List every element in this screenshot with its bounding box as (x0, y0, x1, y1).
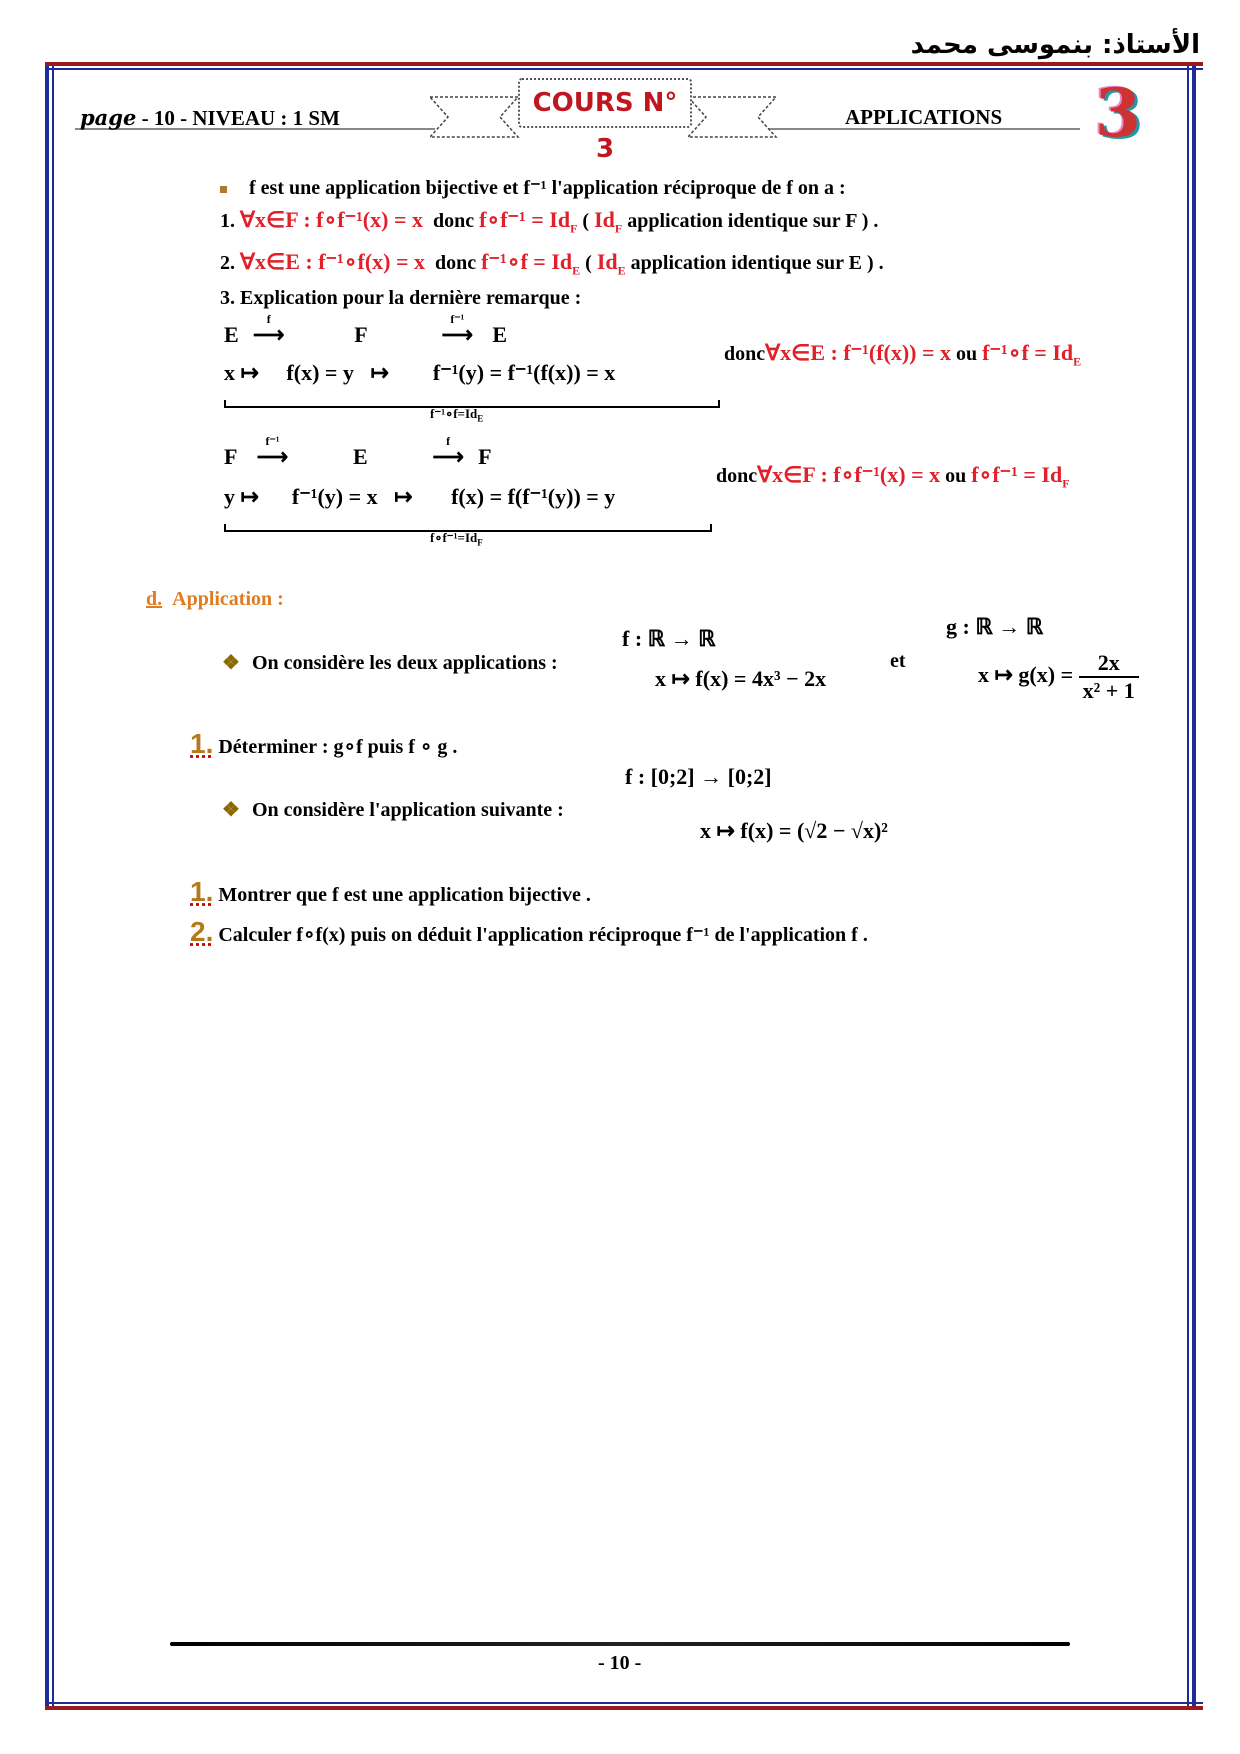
d2-result-sub: F (1062, 476, 1070, 491)
chapter-logo (1078, 74, 1158, 152)
d2-arrow-1: f⁻¹ ⟶ (237, 444, 307, 470)
item1-result: f∘f⁻¹ = Id (479, 207, 571, 232)
exercise2-intro (222, 797, 564, 822)
d1-arrow2-label: f⁻¹ (450, 312, 465, 326)
top-border-red (45, 62, 1203, 66)
remark-intro-text: f est une application bijective et f⁻¹ l'application réciproque de f on a : (249, 177, 846, 199)
d2-set-F: F (224, 444, 238, 469)
q3-number: 2. (190, 916, 214, 947)
ex1-intro-text: On considère les deux applications : (251, 652, 558, 674)
page-label (80, 105, 340, 131)
d1-set-F: F (354, 322, 367, 347)
ribbon-right (688, 92, 778, 142)
remark-item-3: 3. Explication pour la dernière remarque : (220, 287, 582, 309)
h-definition-1: f : [0;2] → [0;2] (625, 764, 772, 789)
question-2 (190, 876, 591, 908)
et-word: et (890, 650, 906, 672)
d1-set-E: E (224, 322, 239, 347)
item2-note-sub: E (617, 263, 626, 278)
d2-donc: donc (716, 465, 758, 487)
footer-rule (170, 1642, 1070, 1646)
right-border-inner (1187, 66, 1189, 1706)
diagram1-row2: x ↦ f(x) = y ↦ f⁻¹(y) = f⁻¹(f(x)) = x (224, 360, 616, 385)
d2-ou: ou (945, 465, 967, 487)
diamond-bullet-icon: ❖ (222, 652, 240, 674)
d2-conclusion-math: ∀x∈F : f∘f⁻¹(x) = x (757, 462, 941, 487)
application-title: Application : (172, 588, 284, 610)
d2-brace-text: f∘f⁻¹=Id (430, 530, 478, 545)
h-definition-2: x ↦ f(x) = (√2 − √x)² (700, 818, 888, 843)
d1-conclusion-math: ∀x∈E : f⁻¹(f(x)) = x (765, 340, 952, 365)
question-1 (190, 728, 457, 760)
d2-arrow1-label: f⁻¹ (265, 434, 280, 448)
diagram1-conclusion (724, 340, 1081, 369)
item1-math: ∀x∈F : f∘f⁻¹(x) = x (240, 207, 423, 232)
q1-number: 1. (190, 728, 214, 759)
d2-arrow2-label: f (446, 434, 451, 448)
author-name: الأستاذ: بنموسى محمد (910, 30, 1200, 60)
d1-arrow1-label: f (266, 312, 271, 326)
diagram1-brace-label (430, 406, 483, 424)
application-letter: d. (146, 588, 163, 610)
item2-num: 2. (220, 252, 235, 274)
diamond-bullet-icon-2: ❖ (222, 799, 240, 821)
item1-num: 1. (220, 210, 235, 232)
item2-note-text: application identique sur E ) . (625, 252, 884, 274)
footer-page-number: - 10 - (598, 1652, 642, 1674)
f-definition-2: x ↦ f(x) = 4x³ − 2x (655, 666, 827, 691)
f-definition-1: f : ℝ → ℝ (622, 626, 716, 651)
d1-ou: ou (956, 343, 978, 365)
item1-donc: donc (432, 210, 475, 232)
bottom-border-blue (45, 1702, 1203, 1704)
item1-note-sub: F (614, 221, 623, 236)
d2-brace-sub: F (477, 537, 483, 548)
niveau: NIVEAU : 1 SM (192, 106, 340, 130)
left-border (45, 66, 49, 1706)
d1-arrow-2: f⁻¹ ⟶ (422, 322, 492, 348)
cours-label: COURS N° 3 (532, 88, 678, 164)
d2-set-F2: F (478, 444, 492, 469)
top-border-blue (45, 68, 1203, 70)
diagram2-brace-label (430, 530, 483, 548)
remark-item-1 (220, 207, 878, 236)
item1-note-text: application identique sur F ) . (622, 210, 879, 232)
diagram1-row1 (224, 312, 507, 348)
application-heading (146, 588, 284, 611)
item2-result: f⁻¹∘f = Id (481, 249, 573, 274)
item2-math: ∀x∈E : f⁻¹∘f(x) = x (240, 249, 426, 274)
g-def2-lhs: x ↦ g(x) = (978, 662, 1074, 688)
q2-number: 1. (190, 876, 214, 907)
page-word: page (80, 105, 137, 130)
page-number-header: - 10 - (141, 106, 188, 130)
right-border (1192, 66, 1196, 1706)
q1-text: Déterminer : g∘f puis f ∘ g . (218, 736, 458, 758)
d1-arrow-1: f ⟶ (239, 322, 299, 348)
q2-text: Montrer que f est une application bijective . (218, 884, 591, 906)
d1-donc: donc (724, 343, 766, 365)
diagram2-row1 (224, 434, 492, 470)
exercise1-intro (222, 650, 558, 675)
item1-note-id: Id (594, 207, 615, 232)
remark-item-2 (220, 249, 884, 278)
diagram2-conclusion (716, 462, 1070, 491)
question-3 (190, 916, 868, 948)
d1-brace-text: f⁻¹∘f=Id (430, 406, 478, 421)
item2-paren: ( (585, 252, 592, 274)
item2-donc: donc (435, 252, 477, 274)
g-numerator: 2x (1079, 650, 1139, 678)
item2-note-id: Id (596, 249, 618, 274)
g-definition-2 (978, 650, 1139, 704)
chapter-title: APPLICATIONS (845, 105, 1003, 129)
g-fraction (1079, 650, 1139, 704)
left-border-inner (52, 66, 54, 1706)
logo-digit: 3 (1095, 74, 1141, 152)
g-denominator: x² + 1 (1082, 678, 1135, 703)
ex2-intro-text: On considère l'application suivante : (251, 799, 564, 821)
diagram2-row2: y ↦ f⁻¹(y) = x ↦ f(x) = f(f⁻¹(y)) = y (224, 484, 616, 509)
item1-paren: ( (582, 210, 590, 232)
cours-badge (518, 78, 692, 164)
bullet-square (220, 186, 227, 193)
item1-sub: F (570, 221, 578, 236)
d1-set-E2: E (492, 322, 507, 347)
q3-text: Calculer f∘f(x) puis on déduit l'application réciproque f⁻¹ de l'application f . (218, 924, 868, 946)
ribbon-left (430, 92, 520, 142)
item2-sub: E (572, 263, 581, 278)
d2-result: f∘f⁻¹ = Id (971, 462, 1063, 487)
d1-result-sub: E (1073, 354, 1082, 369)
d2-arrow-2: f ⟶ (418, 444, 478, 470)
bottom-border-red (45, 1706, 1203, 1710)
remark-intro (220, 175, 846, 200)
d1-result: f⁻¹∘f = Id (982, 340, 1074, 365)
g-definition-1: g : ℝ → ℝ (946, 614, 1044, 639)
d2-set-E: E (352, 444, 368, 469)
d1-brace-sub: E (477, 413, 484, 424)
